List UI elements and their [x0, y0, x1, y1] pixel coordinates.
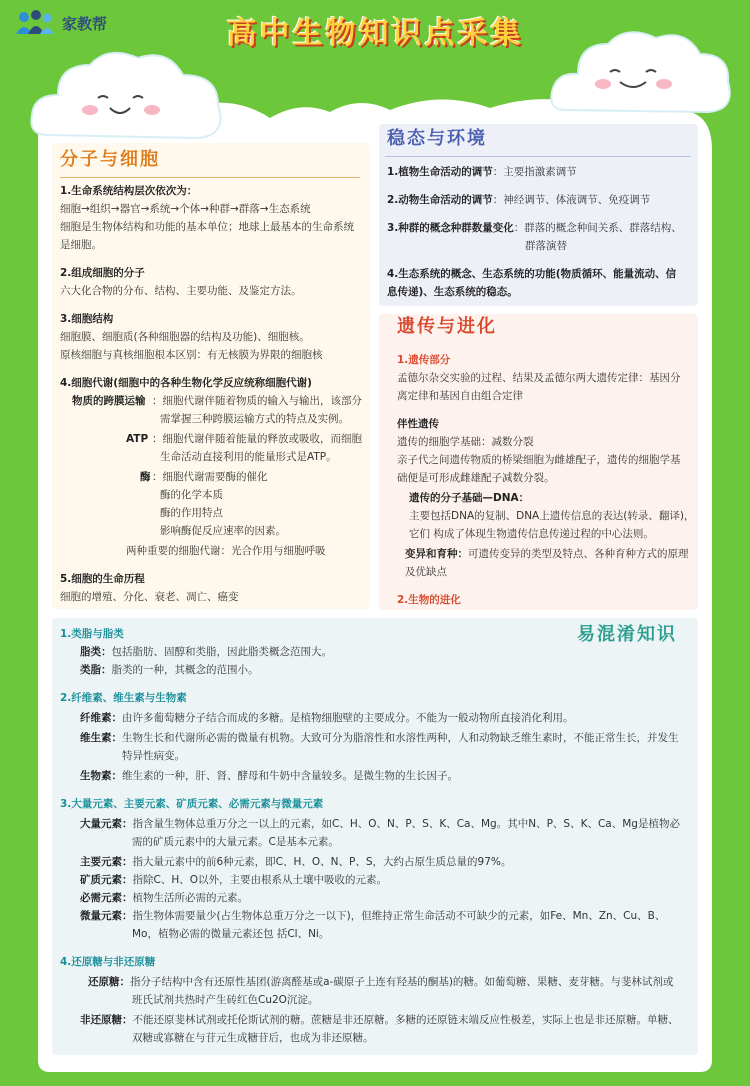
text-line: 由许多葡萄糖分子结合而成的多糖。是植物细胞壁的主要成分。不能为一般动物所直接消化利用。	[122, 712, 574, 724]
text-line: 脂类的一种，其概念的范围小。	[111, 664, 259, 676]
item-label: 2.动物生命活动的调节	[387, 194, 493, 206]
item-title: 2.生物的进化	[397, 594, 461, 606]
item-title: 1.生命系统结构层次依次为：	[60, 185, 198, 197]
item-label: 必需元素：	[80, 892, 133, 904]
text-line: 两种重要的细胞代谢：光合作用与细胞呼吸	[126, 545, 326, 557]
item-label: 纤维素：	[80, 712, 122, 724]
item-label: 主要元素：	[80, 856, 133, 868]
text-line: 生物生长和代谢所必需的微量有机物。大致可分为脂溶性和水溶性两种，人和动物缺乏维生素时，不能正常生长，并发生	[122, 732, 679, 744]
text-line: 需的矿质元素中的大量元素。C是基本元素。	[132, 836, 339, 848]
item-title: 4.细胞代谢(细胞中的各种生物化学反应统称细胞代谢)	[60, 377, 312, 389]
text-line: ：主要指激素调节	[492, 166, 577, 178]
item-title: 遗传的分子基础—DNA：	[409, 492, 530, 504]
text-line: 细胞的增殖、分化、衰老、凋亡、癌变	[60, 591, 239, 603]
section-heading: 稳态与环境	[387, 128, 487, 149]
text-line: 需掌握三种跨膜运输方式的特点及实例。	[160, 413, 349, 425]
text-line: 影响酶促反应速率的因素。	[160, 525, 286, 537]
text-line: 酶的化学本质	[160, 489, 223, 501]
item-label: 类脂：	[80, 664, 112, 676]
brand-logo	[14, 10, 107, 36]
item-label: 大量元素：	[80, 818, 133, 830]
text-line: 础便是可形成雌雄配子减数分裂。	[397, 472, 555, 484]
item-title: 伴性遗传	[397, 418, 439, 430]
text-line: 特异性病变。	[122, 750, 185, 762]
text-line: ：细胞代谢伴随着物质的输入与输出，该部分	[152, 395, 362, 407]
text-line: Mo，植物必需的微量元素还包 括Cl、Ni。	[132, 928, 330, 940]
text-line: 指除C、H、O以外，主要由根系从土壤中吸收的元素。	[132, 874, 387, 886]
text-line: 指大量元素中的前6种元素，即C、H、O、N、P、S，大约占原生质总量的97%。	[132, 856, 512, 868]
text-line: 遗传的细胞学基础：减数分裂	[397, 436, 534, 448]
text-line: 班氏试剂共热时产生砖红色Cu2O沉淀。	[132, 994, 319, 1006]
smiling-cloud-icon	[28, 40, 228, 150]
text-line: 亲子代之间遗传物质的桥梁细胞为雌雄配子，遗传的细胞学基	[397, 454, 681, 466]
text-line: 细胞膜、细胞质(各种细胞器的结构及功能)、细胞核。	[60, 331, 310, 343]
text-line: 指含量生物体总重万分之一以上的元素，如C、H、O、N、P、S、K、Ca、Mg。其中N、P、S、K、Ca、Mg是植物必	[132, 818, 680, 830]
item-title: 1.类脂与脂类	[60, 628, 124, 640]
text-line: 4.生态系统的概念、生态系统的功能(物质循环、能量流动、信	[387, 268, 677, 280]
text-line: 原核细胞与真核细胞根本区别：有无核膜为界限的细胞核	[60, 349, 323, 361]
item-label: 矿质元素：	[80, 874, 133, 886]
family-icon	[14, 10, 56, 36]
text-line: 酶的作用特点	[160, 507, 223, 519]
smiling-cloud-icon	[548, 22, 733, 122]
section-heading: 分子与细胞	[60, 149, 160, 170]
item-label: 3.种群的概念种群数量变化	[387, 222, 514, 234]
item-label: 还原糖：	[88, 976, 130, 988]
text-line: 息传递)、生态系统的稳态。	[387, 286, 518, 298]
item-label: 微量元素：	[80, 910, 133, 922]
text-line: 双糖或寡糖在与苷元生成糖苷后，也成为非还原糖。	[132, 1032, 374, 1044]
heredity-section	[379, 314, 698, 610]
text-line: 不能还原斐林试剂或托伦斯试剂的糖。蔗糖是非还原糖。多糖的还原链末端反应性极差，实际上也是非还原糖。单糖、	[132, 1014, 679, 1026]
text-line: 它们 构成了体现生物遗传信息传递过程的中心法则。	[409, 528, 654, 540]
item-title: 4.还原糖与非还原糖	[60, 956, 156, 968]
cell-section	[52, 143, 370, 609]
text-line: 细胞→组织→器官→系统→个体→种群→群落→生态系统	[60, 203, 311, 215]
item-label: 生物素：	[80, 770, 122, 782]
item-title: 3.细胞结构	[60, 313, 114, 325]
divider	[385, 156, 691, 157]
item-label: 脂类：	[80, 646, 112, 658]
item-label: 物质的跨膜运输	[72, 395, 146, 407]
text-line: 是细胞。	[60, 239, 102, 251]
item-label: 非还原糖：	[80, 1014, 133, 1026]
item-title: 2.组成细胞的分子	[60, 267, 145, 279]
text-line: 植物生活所必需的元素。	[132, 892, 248, 904]
text-line: 指生物体需要量少(占生物体总重万分之一以下)，但维持正常生命活动不可缺少的元素，如Fe、Mn、Zn、Cu、B、	[132, 910, 666, 922]
item-label: ATP	[126, 433, 149, 445]
steady-state-section	[379, 124, 698, 306]
item-label: 变异和育种：	[405, 548, 468, 560]
text-line: ：细胞代谢伴随着能量的释放或吸收，而细胞	[152, 433, 362, 445]
text-line: 孟德尔杂交实验的过程、结果及孟德尔两大遗传定律：基因分	[397, 372, 681, 384]
text-line: ：神经调节、体液调节、免疫调节	[492, 194, 651, 206]
logo-text: 家教帮	[62, 14, 108, 33]
item-title: 5.细胞的生命历程	[60, 573, 145, 585]
text-line: ：细胞代谢需要酶的催化	[152, 471, 268, 483]
text-line: 细胞是生物体结构和功能的基本单位；地球上最基本的生命系统	[60, 221, 354, 233]
item-title: 2.纤维素、维生素与生物素	[60, 692, 187, 704]
text-line: 可遗传变异的类型及特点、各种育种方式的原理	[468, 548, 689, 560]
text-line: 离定律和基因自由组合定律	[397, 390, 523, 402]
text-line: 主要包括DNA的复制、DNA上遗传信息的表达(转录、翻译)，	[409, 510, 695, 522]
item-label: 1.植物生命活动的调节	[387, 166, 493, 178]
text-line: ：群落的概念种间关系、群落结构、	[513, 222, 682, 234]
text-line: 群落演替	[525, 240, 567, 252]
divider	[60, 177, 360, 178]
page-title: 高中生物知识点采集	[226, 16, 524, 51]
text-line: 六大化合物的分布、结构、主要功能、及鉴定方法。	[60, 285, 302, 297]
text-line: 维生素的一种，肝、肾、酵母和牛奶中含量较多。是微生物的生长因子。	[122, 770, 458, 782]
item-label: 酶	[140, 471, 151, 483]
text-line: 及优缺点	[405, 566, 447, 578]
item-label: 维生素：	[80, 732, 122, 744]
text-line: 生命活动直接利用的能量形式是ATP。	[160, 451, 337, 463]
text-line: 包括脂肪、固醇和类脂，因此脂类概念范围大。	[111, 646, 332, 658]
text-line: 指分子结构中含有还原性基团(游离醛基或a-碳原子上连有羟基的酮基)的糖。如葡萄糖、果糖、麦芽糖。与斐林试剂或	[130, 976, 674, 988]
section-heading: 遗传与进化	[397, 316, 497, 337]
section-heading: 易混淆知识	[577, 624, 677, 645]
item-title: 3.大量元素、主要元素、矿质元素、必需元素与微量元素	[60, 798, 324, 810]
item-title: 1.遗传部分	[397, 354, 451, 366]
confusable-section	[52, 618, 698, 1055]
